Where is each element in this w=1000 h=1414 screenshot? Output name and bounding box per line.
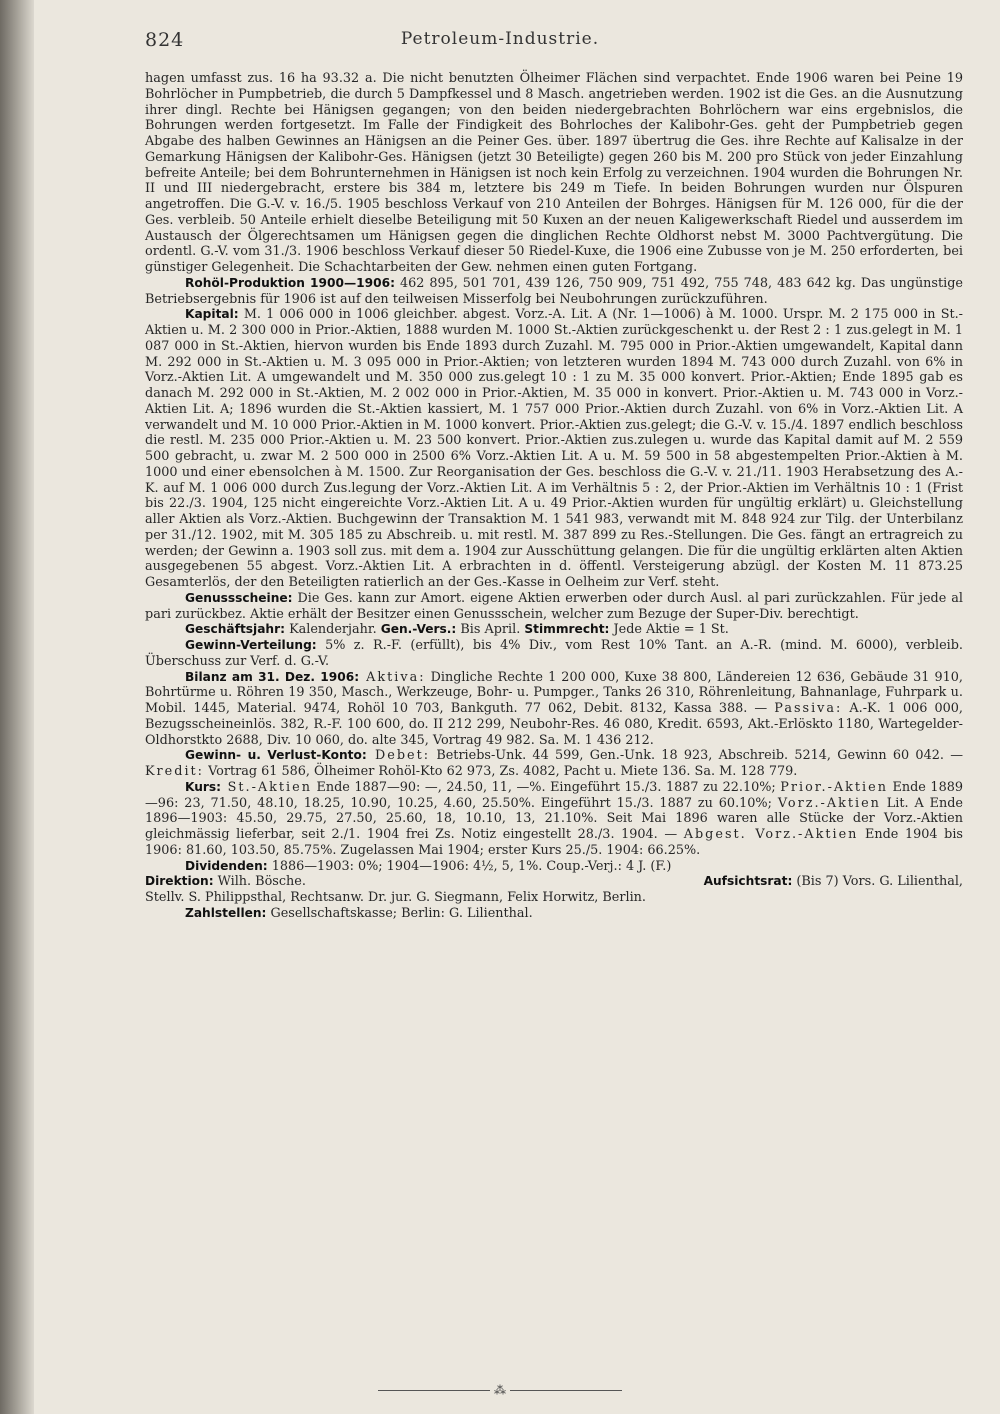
paragraph-text: Betriebs-Unk. 44 599, Gen.-Unk. 18 923, Abschreib. 5214, Gewinn 60 042. — xyxy=(430,748,963,764)
book-gutter-shadow xyxy=(0,0,34,1414)
paragraph-text: Vortrag 61 586, Ölheimer Rohöl-Kto 62 973, Zs. 4082, Pacht u. Miete 136. Sa. M. 128 779. xyxy=(204,764,798,779)
ornament-icon: ⁂ xyxy=(494,1383,506,1397)
rule-line-left xyxy=(378,1390,490,1391)
section-heading: Bilanz am 31. Dez. 1906: xyxy=(185,669,360,684)
paragraph-text: Ende 1889—96: 23, 71.50, 48.10, 18.25, 10.90, 10.25, 4.60, 25.50%. Eingeführt 15./3. 1887 zu 60.10%; xyxy=(145,779,963,811)
page-header xyxy=(0,29,1000,53)
body-text xyxy=(145,71,963,922)
section-heading: Geschäftsjahr: xyxy=(185,622,285,637)
section-heading: Genussscheine: xyxy=(185,590,293,605)
section-heading: Stimmrecht: xyxy=(524,622,610,637)
paragraph-text: Kalenderjahr. xyxy=(285,622,381,638)
paragraph-text: Die Ges. kann zur Amort. eigene Aktien erwerben oder durch Ausl. al pari zurückzahlen. Für jede al pari zurückbez. Aktie erhält der Besitzer einen Genussschein, welcher zum Bezuge der Super-Div. berechtigt. xyxy=(145,590,963,622)
paragraph-text: Wilh. Bösche. xyxy=(213,874,306,890)
running-title: Petroleum-Industrie. xyxy=(400,29,600,49)
subheading-prior-aktien: Prior.-Aktien xyxy=(780,779,888,795)
subheading-debet: Debet: xyxy=(366,748,431,764)
paragraph-paying-agents xyxy=(145,906,963,922)
paragraph-management xyxy=(145,874,963,890)
subheading-aktiva: Aktiva: xyxy=(359,669,426,685)
section-heading: Gewinn-Verteilung: xyxy=(185,638,317,652)
paragraph-text: 5% z. R.-F. (erfüllt), bis 4% Div., vom Rest 10% Tant. an A.-R. (mind. M. 6000), verbleib. Überschuss zur Verf. d. G.-V. xyxy=(145,638,963,669)
paragraph-text: 462 895, 501 701, 439 126, 750 909, 751 492, 755 748, 483 642 kg. Das ungünstige Betriebsergebnis für 1906 ist auf den teilweisen Misserfolg bei Neubohrungen zurückzuführen. xyxy=(145,275,963,307)
subheading-kredit: Kredit: xyxy=(145,764,204,779)
paragraph-production xyxy=(145,276,963,308)
paragraph-text: 1886—1903: 0%; 1904—1906: 4½, 5, 1%. Coup.-Verj.: 4 J. (F.) xyxy=(267,858,672,874)
paragraph-text: Gesellschaftskasse; Berlin: G. Lilienthal. xyxy=(266,905,533,921)
paragraph-text: Jede Aktie = 1 St. xyxy=(609,622,729,638)
management-right xyxy=(704,874,963,890)
management-left xyxy=(145,874,306,890)
section-heading: Kapital: xyxy=(185,307,239,322)
subheading-st-aktien: St.-Aktien xyxy=(221,779,312,795)
section-heading: Zahlstellen: xyxy=(185,905,267,920)
paragraph-capital xyxy=(145,307,963,591)
paragraph-profit-loss xyxy=(145,748,963,780)
page-number: 824 xyxy=(145,29,185,51)
paragraph-ownership xyxy=(145,71,963,276)
section-heading: Dividenden: xyxy=(185,858,268,873)
section-heading: Direktion: xyxy=(145,874,214,889)
paragraph-supervisory-board xyxy=(145,890,963,906)
paragraph-text: Lit. A Ende 1896—1903: 45.50, 29.75, 27.50, 25.60, 18, 10.10, 13, 21.10%. Seit Mai 1896 waren alle Stücke der Vorz.-Aktien gleichmässig lieferbar, seit 2./1. 1904 frei Zs. Notiz eingestellt 28./3. 1904. — xyxy=(145,795,963,842)
paragraph-balance-sheet xyxy=(145,670,963,749)
paragraph-text: (Bis 7) Vors. G. Lilienthal, xyxy=(792,874,963,890)
paragraph-text: Dingliche Rechte 1 200 000, Kuxe 38 800, Ländereien 12 636, Gebäude 31 910, Bohrtürme u. Röhren 19 350, Masch., Werkzeuge, Bohr- u. Pumpger., Tanks 26 310, Röhrenleitung, Bahnanlage, Fuhrpark u. Mobil. 1445, Material. 9474, Rohöl 10 703, Bankguth. 77 062, Debit. 8132, Kassa 388. — xyxy=(145,669,963,716)
paragraph-text: Ende 1887—90: —, 24.50, 11, —%. Eingeführt 15./3. 1887 zu 22.10%; xyxy=(311,779,781,795)
paragraph-profit-distribution xyxy=(145,638,963,670)
paragraph-dividends xyxy=(145,859,963,875)
section-heading: Aufsichtsrat: xyxy=(703,874,793,889)
paragraph-genussscheine xyxy=(145,591,963,623)
rule-line-right xyxy=(510,1390,622,1391)
section-heading: Rohöl-Produktion 1900—1906: xyxy=(185,275,395,290)
paragraph-text: hagen umfasst zus. 16 ha 93.32 a. Die nicht benutzten Ölheimer Flächen sind verpachtet. Ende 1906 waren bei Peine 19 Bohrlöcher in Pumpbetrieb, die durch 5 Dampfkessel und 8 Masch. angetrieben werden. 1902 ist die Ges. an die Ausnutzung ihrer dingl. Rechte bei Hänigsen gegangen; von den beiden niedergebrachten Bohrlöchern war eins ergebnislos, die Bohrungen werden fortgesetzt. Im Falle der Findigkeit des Bohrloches der Kalibohr-Ges. geht der Pumpbetrieb gegen Abgabe des halben Gewinnes an Hänigsen an die Peiner Ges. über. 1897 übertrug die Ges. ihre Rechte auf Kalisalze in der Gemarkung Hänigsen der Kalibohr-Ges. Hänigsen (jetzt 30 Beteiligte) gegen 260 bis M. 200 pro Stück von jeder Einzahlung befreite Anteile; bei dem Bohrunternehmen in Hänigsen ist noch kein Erfolg zu verzeichnen. 1904 wurden die Bohrungen Nr. II und III niedergebracht, erstere bis 384 m, letztere bis 249 m Tiefe. In beiden Bohrungen wurden nur Ölspuren angetroffen. Die G.-V. v. 16./5. 1905 beschloss Verkauf von 210 Anteilen der Bohrges. Hänigsen für M. 126 000, für die der Ges. verbleib. 50 Anteile erhielt dieselbe Beteiligung mit 50 Kuxen an der neuen Kaligewerkschaft Riedel und ausserdem im Austausch der Ölgerechtsamen um Hänigsen gegen die dinglichen Rechte Oldhorst nebst M. 3000 Pachtvergütung. Die ordentl. G.-V. vom 31./3. 1906 beschloss Verkauf dieser 50 Riedel-Kuxe, die 1906 eine Zubusse von je M. 250 erforderten, bei günstiger Gelegenheit. Die Schachtarbeiten der Gew. nehmen einen guten Fortgang. xyxy=(145,71,963,275)
paragraph-text: Ende 1904 bis 1906: 81.60, 103.50, 85.75%. Zugelassen Mai 1904; erster Kurs 25./5. 1904: 66.25%. xyxy=(145,827,963,858)
paragraph-text: Bis April. xyxy=(456,622,525,638)
paragraph-text: Stellv. S. Philippsthal, Rechtsanw. Dr. jur. G. Siegmann, Felix Horwitz, Berlin. xyxy=(145,890,646,905)
section-heading: Gen.-Vers.: xyxy=(380,622,457,637)
subheading-abgest-vorz-aktien: Abgest. Vorz.-Aktien xyxy=(683,827,859,842)
paragraph-share-prices xyxy=(145,780,963,859)
footer-ornament-rule xyxy=(0,1384,1000,1396)
paragraph-text: M. 1 006 000 in 1006 gleichber. abgest. Vorz.-A. Lit. A (Nr. 1—1006) à M. 1000. Urspr. M. 2 175 000 in St.-Aktien u. M. 2 300 000 in Prior.-Aktien, 1888 wurden M. 1000 St.-Aktien zurückgeschenkt u. der Rest 2 : 1 zus.gelegt in M. 1 087 000 in St.-Aktien, hiervon wurden bis Ende 1893 durch Zuzahl. M. 795 000 in Prior.-Aktien umgewandelt, Kapital dann M. 292 000 in St.-Aktien u. M. 3 095 000 in Prior.-Aktien; von letzteren wurden 1894 M. 743 000 durch Zuzahl. von 6% in Vorz.-Aktien Lit. A umgewandelt und M. 350 000 zus.gelegt 10 : 1 zu M. 35 000 konvert. Prior.-Aktien; Ende 1895 gab es danach M. 292 000 in St.-Aktien, M. 2 002 000 in Prior.-Aktien, M. 35 000 in konvert. Prior.-Aktien u. M. 743 000 in Vorz.-Aktien Lit. A; 1896 wurden die St.-Aktien kassiert, M. 1 757 000 Prior.-Aktien durch Zuzahl. von 6% in Vorz.-Aktien Lit. A verwandelt und M. 10 000 Prior.-Aktien in M. 1000 konvert. Prior.-Aktien zus.gelegt; die G.-V. v. 15./4. 1897 endlich beschloss die restl. M. 235 000 Prior.-Aktien u. M. 23 500 konvert. Prior.-Aktien zus.zulegen u. wurde das Kapital damit auf M. 2 559 500 gebracht, u. zwar M. 2 500 000 in 2500 6% Vorz.-Aktien Lit. A u. M. 59 500 in 58 abgestempelten Prior.-Aktien à M. 1000 und einer ebensolchen à M. 1500. Zur Reorganisation der Ges. beschloss die G.-V. v. 21./11. 1903 Herabsetzung des A.-K. auf M. 1 006 000 durch Zus.legung der Vorz.-Aktien Lit. A im Verhältnis 5 : 2, der Prior.-Aktien im Verhältnis 10 : 1 (Frist bis 22./3. 1904, 125 nicht eingereichte Vorz.-Aktien Lit. A u. 49 Prior.-Aktien wurden für ungültig erklärt) u. Gleichstellung aller Aktien als Vorz.-Aktien. Buchgewinn der Transaktion M. 1 541 983, verwandt mit M. 848 924 zur Tilg. der Unterbilanz per 31./12. 1902, mit M. 305 185 zu Abschreib. u. mit restl. M. 387 899 zu Res.-Stellungen. Die Ges. fängt an ertragreich zu werden; der Gewinn a. 1903 soll zus. mit dem a. 1904 zur Ausschüttung gelangen. Die für die ungültig erklärten alten Aktien ausgegebenen 55 abgest. Vorz.-Aktien Lit. A erbrachten in d. öffentl. Versteigerung abzügl. der Kosten M. 11 873.25 Gesamterlös, der den Beteiligten ratierlich an der Ges.-Kasse in Oelheim zur Verf. steht. xyxy=(145,307,963,590)
subheading-vorz-aktien: Vorz.-Aktien xyxy=(777,795,881,811)
paragraph-text: A.-K. 1 006 000, Bezugsscheineinlös. 382, R.-F. 100 600, do. II 212 299, Neubohr-Res. 46 080, Kredit. 6593, Akt.-Erlöskto 1180, Wartegelder-Oldhorstkto 2688, Div. 10 060, do. alte 345, Vortrag 49 982. Sa. M. 1 436 212. xyxy=(145,701,963,748)
section-heading: Gewinn- u. Verlust-Konto: xyxy=(185,748,367,763)
subheading-passiva: Passiva: xyxy=(774,701,843,716)
paragraph-fiscal-year xyxy=(145,622,963,638)
section-heading: Kurs: xyxy=(185,779,222,794)
